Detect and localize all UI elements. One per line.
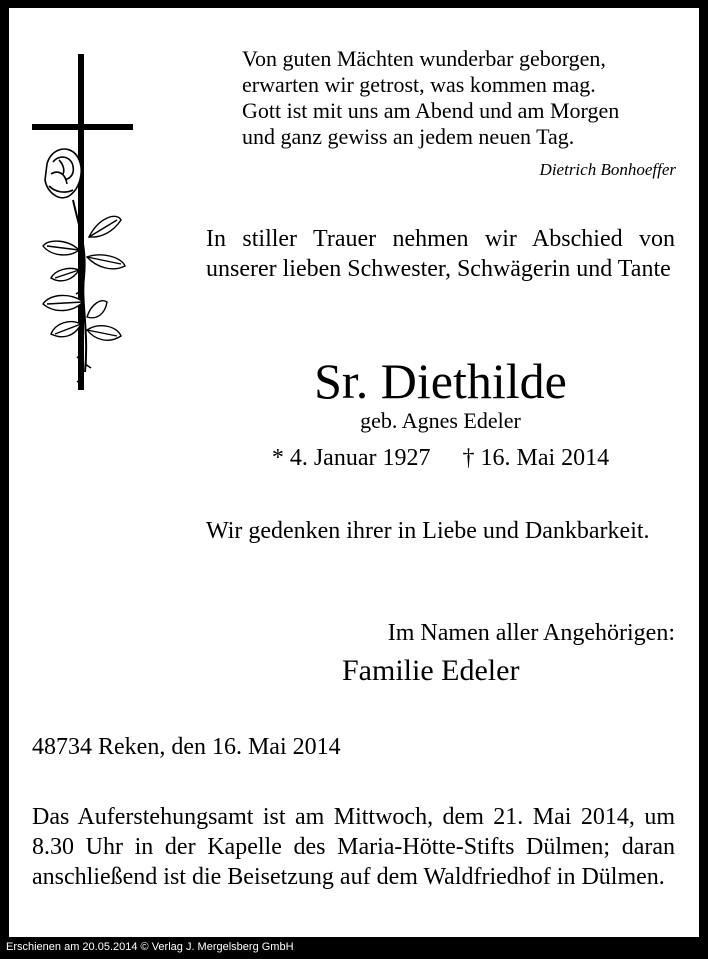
intro-text: In stiller Trauer nehmen wir Abschied von unserer lieben Schwester, Schwägerin und Tante xyxy=(206,226,675,282)
signature-line: Im Namen aller Angehörigen: xyxy=(387,620,675,646)
birth-date: * 4. Januar 1927 xyxy=(271,445,431,471)
deceased-name: Sr. Diethilde xyxy=(314,353,567,409)
life-dates xyxy=(206,442,675,474)
cross-with-rose-icon xyxy=(29,52,139,402)
quote-line: und ganz gewiss an jedem neuen Tag. xyxy=(242,124,575,149)
remembrance-text: Wir gedenken ihrer in Liebe und Dankbarkeit. xyxy=(206,518,650,544)
service-info: Das Auferstehungsamt ist am Mittwoch, dem 21. Mai 2014, um 8.30 Uhr in der Kapelle des Maria-Hötte-Stifts Dülmen; daran anschließend ist die Beisetzung auf dem Waldfriedhof in Dülmen. xyxy=(32,804,675,890)
quote-line: Von guten Mächten wunderbar geborgen, xyxy=(242,46,606,71)
death-date: † 16. Mai 2014 xyxy=(462,445,610,471)
place-date: 48734 Reken, den 16. Mai 2014 xyxy=(32,734,341,760)
obituary-notice xyxy=(9,8,699,937)
quote-line: erwarten wir getrost, was kommen mag. xyxy=(242,72,596,97)
publication-footer: Erschienen am 20.05.2014 © Verlag J. Mergelsberg GmbH xyxy=(6,941,294,953)
family-name: Familie Edeler xyxy=(342,654,520,687)
quote-author: Dietrich Bonhoeffer xyxy=(539,160,676,179)
quote xyxy=(242,46,682,150)
birth-name: geb. Agnes Edeler xyxy=(360,408,521,433)
quote-line: Gott ist mit uns am Abend und am Morgen xyxy=(242,98,620,123)
